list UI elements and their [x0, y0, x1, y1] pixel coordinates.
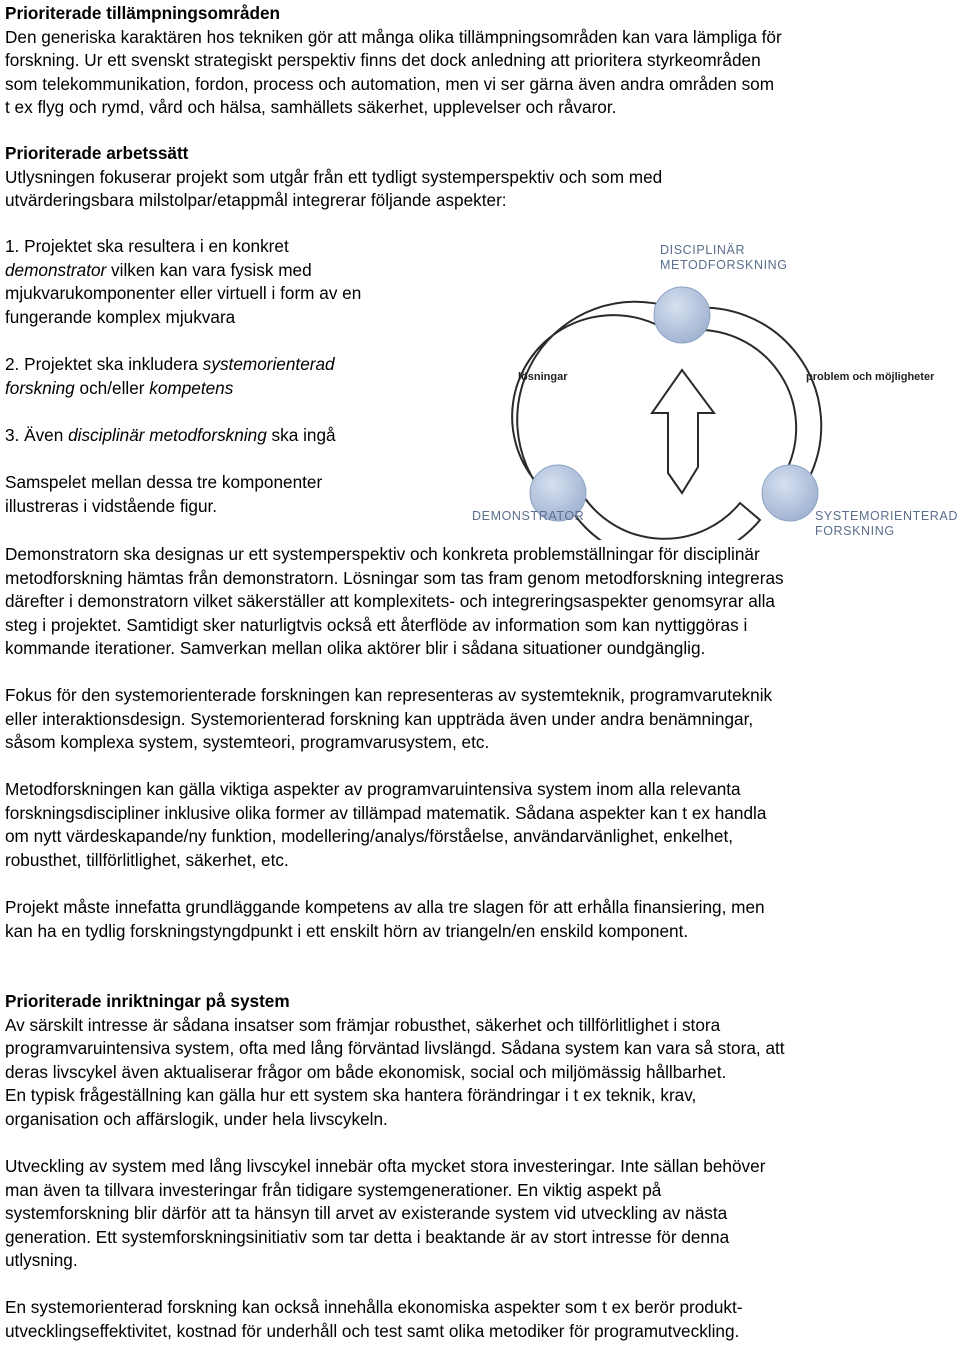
paragraph-fokus — [5, 684, 772, 755]
label-losningar: lösningar — [518, 371, 568, 383]
paragraph-line: man även ta tillvara investeringar från tidigare systemgenerationer. En viktig aspekt på — [5, 1179, 662, 1200]
paragraph-line: Den generiska karaktären hos tekniken gör att många olika tillämpningsområden kan vara lämpliga för — [5, 26, 782, 47]
section-tillampningsomraden — [5, 2, 782, 120]
aspect-item-2 — [5, 353, 465, 400]
item-text: 2. Projektet ska inkludera — [5, 354, 203, 374]
paragraph-livscykel — [5, 1155, 765, 1273]
paragraph-line: Utveckling av system med lång livscykel innebär ofta mycket stora investeringar. Inte sällan behöver — [5, 1156, 766, 1176]
item-line — [5, 353, 465, 377]
item-line — [5, 377, 465, 401]
label-disciplinar: DISCIPLINÄR — [660, 243, 746, 257]
paragraph-line: organisation och affärslogik, under hela livscykeln. — [5, 1108, 388, 1129]
aspect-item-3 — [5, 424, 465, 448]
item-text: vilken kan vara fysisk med — [106, 259, 312, 280]
section-heading: Prioriterade tillämpningsområden — [5, 3, 281, 23]
paragraph-line: steg i projektet. Samtidigt sker naturligtvis också ett återflöde av information som kan nyttiggöras i — [5, 614, 748, 635]
paragraph-line: Utlysningen fokuserar projekt som utgår från ett tydligt systemperspektiv och som med — [5, 166, 663, 187]
paragraph-line: Demonstratorn ska designas ur ett systemperspektiv och konkreta problemställningar för disciplinär — [5, 544, 760, 564]
cycle-diagram — [470, 235, 960, 540]
paragraph-demonstrator — [5, 543, 784, 661]
paragraph-line: En typisk frågeställning kan gälla hur ett system ska hantera förändringar i t ex teknik, krav, — [5, 1085, 697, 1105]
paragraph-line: Metodforskningen kan gälla viktiga aspekter av programvaruintensiva system inom alla relevanta — [5, 779, 741, 799]
paragraph-line: programvaruintensiva system, ofta med lång förväntad livslängd. Sådana system kan vara så stora, att — [5, 1038, 785, 1058]
paragraph-line: Projekt måste innefatta grundläggande kompetens av alla tre slagen för att erhålla finansiering, men — [5, 897, 765, 917]
paragraph-line: t ex flyg och rymd, vård och hälsa, samhällets säkerhet, upplevelser och råvaror. — [5, 97, 617, 117]
paragraph-ekonomi — [5, 1296, 743, 1343]
cycle-ring-arrow — [574, 497, 760, 540]
item-text: ska ingå — [266, 425, 336, 445]
paragraph-line: som telekommunikation, fordon, process och automation, men vi ser gärna även andra områden som — [5, 73, 775, 94]
paragraph-line: robusthet, tillförlitlighet, säkerhet, etc. — [5, 849, 289, 870]
item-emphasis: kompetens — [149, 377, 234, 398]
label-problem: problem och möjligheter — [806, 371, 935, 383]
paragraph-line: kommande iterationer. Samverkan mellan olika aktörer blir i sådana situationer oundgänglig. — [5, 638, 706, 658]
paragraph-line: om nytt värdeskapande/ny funktion, modellering/analys/förståelse, användarvänlighet, enkelhet, — [5, 826, 734, 846]
node-metodforskning — [654, 287, 710, 343]
paragraph-line: utvecklingseffektivitet, kostnad för underhåll och test samt olika metodiker för programutveckling. — [5, 1320, 740, 1341]
paragraph-line: såsom komplexa system, systemteori, programvarusystem, etc. — [5, 732, 490, 752]
label-systemorienterad: SYSTEMORIENTERAD — [815, 509, 958, 523]
item-emphasis: demonstrator — [5, 259, 107, 280]
paragraph-line: systemforskning blir därför att ta hänsyn till arvet av existerande system vid utveckling av nästa — [5, 1203, 728, 1223]
cycle-figure — [470, 235, 960, 540]
paragraph-line: därefter i demonstratorn vilket säkerställer att komplexitets- och integreringsaspekter genomsyrar alla — [5, 591, 775, 611]
section-heading: Prioriterade arbetssätt — [5, 143, 189, 163]
paragraph-line: forskningsdiscipliner inklusive olika former av tillämpad matematik. Sådana aspekter kan t ex handla — [5, 802, 767, 823]
arrow-head-icon — [652, 370, 714, 493]
label-demonstrator: DEMONSTRATOR — [472, 509, 585, 523]
paragraph-line: metodforskning hämtas från demonstratorn. Lösningar som tas fram genom metodforskning integreras — [5, 567, 784, 588]
paragraph-line: eller interaktionsdesign. Systemorienterad forskning kan uppträda även under andra benämningar, — [5, 708, 754, 729]
label-forskning: FORSKNING — [815, 524, 895, 538]
item-line: 1. Projektet ska resultera i en konkret — [5, 236, 289, 256]
paragraph-line: forskning. Ur ett svenskt strategiskt perspektiv finns det dock anledning att prioritera styrkeområden — [5, 50, 761, 70]
paragraph-metodforskning — [5, 778, 766, 872]
paragraph-line: utvärderingsbara milstolpar/etappmål integrerar följande aspekter: — [5, 190, 507, 210]
paragraph-line: En systemorienterad forskning kan också innehålla ekonomiska aspekter som t ex berör produkt- — [5, 1297, 743, 1317]
paragraph-line: illustreras i vidstående figur. — [5, 495, 218, 516]
item-text: och/eller — [74, 377, 150, 398]
section-inriktningar — [5, 990, 785, 1131]
paragraph-line: kan ha en tydlig forskningstyngdpunkt i ett enskilt hörn av triangeln/en enskild komponent. — [5, 920, 689, 941]
item-line: fungerande komplex mjukvara — [5, 306, 236, 327]
item-line: mjukvarukomponenter eller virtuell i form av en — [5, 283, 362, 303]
paragraph-line: utlysning. — [5, 1250, 78, 1270]
item-line — [5, 259, 465, 283]
label-metodforskning: METODFORSKNING — [660, 258, 788, 272]
paragraph-line: deras livscykel även aktualiserar frågor om både ekonomisk, social och miljömässig hållbarhet. — [5, 1061, 727, 1082]
paragraph-line: generation. Ett systemforskningsinitiativ som tar detta i beaktande är av stort intresse för denna — [5, 1226, 730, 1247]
paragraph-projekt — [5, 896, 765, 943]
paragraph-line: Av särskilt intresse är sådana insatser som främjar robusthet, säkerhet och tillförlitlighet i stora — [5, 1014, 721, 1035]
item-line — [5, 424, 465, 448]
item-text: 3. Även — [5, 425, 69, 445]
item-emphasis: forskning — [5, 377, 75, 398]
item-emphasis: disciplinär metodforskning — [68, 425, 267, 445]
aspect-item-1 — [5, 235, 465, 329]
figure-reference-text — [5, 471, 465, 518]
section-heading: Prioriterade inriktningar på system — [5, 991, 290, 1011]
section-arbetssatt — [5, 142, 662, 213]
paragraph-line: Samspelet mellan dessa tre komponenter — [5, 472, 323, 492]
cycle-ring-arrow — [512, 302, 670, 505]
item-emphasis: systemorienterad — [202, 354, 335, 374]
node-systemorienterad — [762, 465, 818, 521]
paragraph-line: Fokus för den systemorienterade forskningen kan representeras av systemteknik, programvaruteknik — [5, 685, 773, 705]
